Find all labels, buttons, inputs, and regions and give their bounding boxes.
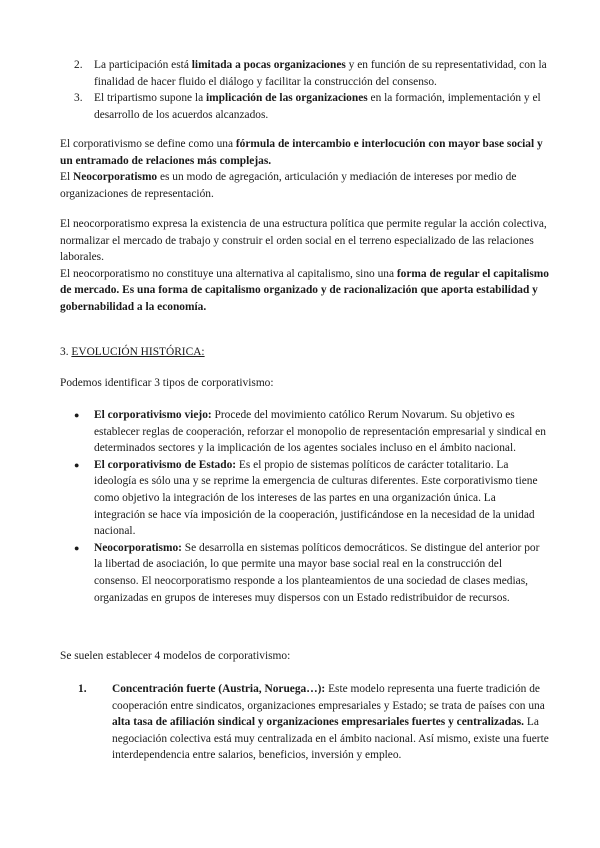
paragraph-line	[60, 266, 550, 316]
paragraph-line	[60, 136, 550, 169]
list-text-bold: Concentración fuerte (Austria, Noruega…):	[112, 683, 326, 695]
paragraph-bold: forma de regular el capitalismo de mercado. Es una forma de capitalismo organizado y de racionalización que aporta estabilidad y gobernabilidad a la economía.	[60, 267, 549, 313]
section-heading	[60, 344, 550, 361]
paragraph-line	[60, 169, 550, 202]
list-text: en la formación, implementación y el desarrollo de los acuerdos alcanzados.	[94, 92, 541, 121]
section-number: 3.	[60, 346, 72, 358]
list-number: 1.	[78, 683, 87, 695]
list-text-bold: implicación de las organizaciones	[206, 92, 368, 105]
list-number: 2.	[74, 59, 83, 71]
list-text: y en función de su representatividad, con la finalidad de hacer fluido el diálogo y facilitar la construcción del consenso.	[94, 59, 547, 88]
paragraph-text: El	[60, 171, 73, 184]
list-text: Es el propio de sistemas políticos de carácter totalitario. La ideología es sólo una y se reprime la emergencia de culturas diferentes. Este corporativismo tiene como objetivo la integración de los intereses de las partes en una organización única. La integración se hace vía imposición de la cooperación, justificándose en la necesidad de la unidad nacional.	[94, 458, 538, 538]
list-text-bold: alta tasa de afiliación sindical y organizaciones empresariales fuertes y centralizadas.	[112, 716, 525, 729]
list-number: 3.	[74, 92, 83, 105]
paragraph-neocorporatismo	[60, 216, 550, 316]
list-text-bold: El corporativismo viejo:	[94, 409, 212, 421]
paragraph-text: El neocorporatismo no constituye una alternativa al capitalismo, sino una	[60, 267, 397, 280]
list-item	[60, 90, 550, 123]
list-text: Este modelo representa una fuerte tradición de cooperación entre sindicatos, organizaciones empresariales y Estado; se trata de países con una	[112, 683, 545, 712]
list-text: Procede del movimiento católico Rerum Novarum. Su objetivo es establecer reglas de cooperación, reforzar el monopolio de representación empresarial y sindical en determinados sectores y la implicación de los agentes sociales incluso en el ámbito nacional.	[94, 409, 546, 455]
models-intro: Se suelen establecer 4 modelos de corporativismo:	[60, 650, 291, 662]
models-numbered-list	[78, 681, 550, 764]
list-text-bold: limitada a pocas organizaciones	[191, 59, 346, 71]
intro-numbered-list	[60, 57, 550, 123]
paragraph-bold: Neocorporatismo	[72, 171, 158, 184]
section-title: EVOLUCIÓN HISTÓRICA:	[71, 346, 205, 358]
paragraph-text: es un modo de agregación, articulación y mediación de intereses por medio de organizaciones de representación.	[60, 171, 517, 200]
list-item	[60, 457, 548, 540]
list-text: La negociación colectiva está muy centralizada en el ámbito nacional. Así mismo, existe una fuerte interdependencia entre salarios, beneficios, inversión y empleo.	[112, 716, 549, 762]
bullet-icon: ●	[74, 459, 80, 470]
list-text: La participación está	[94, 59, 192, 71]
list-item	[78, 681, 550, 764]
paragraph-definition	[60, 136, 550, 202]
bullet-icon: ●	[74, 542, 80, 553]
list-text-bold: Neocorporatismo:	[94, 541, 182, 554]
types-intro: Podemos identificar 3 tipos de corporativismo:	[60, 377, 274, 389]
paragraph-text: El neocorporatismo expresa la existencia de una estructura política que permite regular la acción colectiva, normalizar el mercado de trabajo y construir el orden social en el terreno especializado de las relaciones laborales.	[60, 218, 547, 264]
list-text-bold: El corporativismo de Estado:	[94, 458, 237, 471]
list-text: Se desarrolla en sistemas políticos democráticos. Se distingue del anterior por la libertad de asociación, lo que permite una mayor base social real en la construcción del consenso. El neocorporatismo responde a los planteamientos de una sociedad de clases medias, organizadas en grupos de intereses muy dispersos con un Estado redistribuidor de recursos.	[94, 541, 540, 604]
bullet-icon: ●	[74, 410, 80, 420]
paragraph-text: El corporativismo se define como una	[60, 138, 236, 150]
paragraph-bold: fórmula de intercambio e interlocución con mayor base social y un entramado de relaciones más complejas.	[60, 138, 543, 167]
list-item	[60, 540, 548, 606]
list-item	[60, 407, 548, 457]
list-item	[60, 57, 550, 90]
list-text: El tripartismo supone la	[94, 92, 206, 105]
types-bullet-list	[60, 407, 550, 606]
